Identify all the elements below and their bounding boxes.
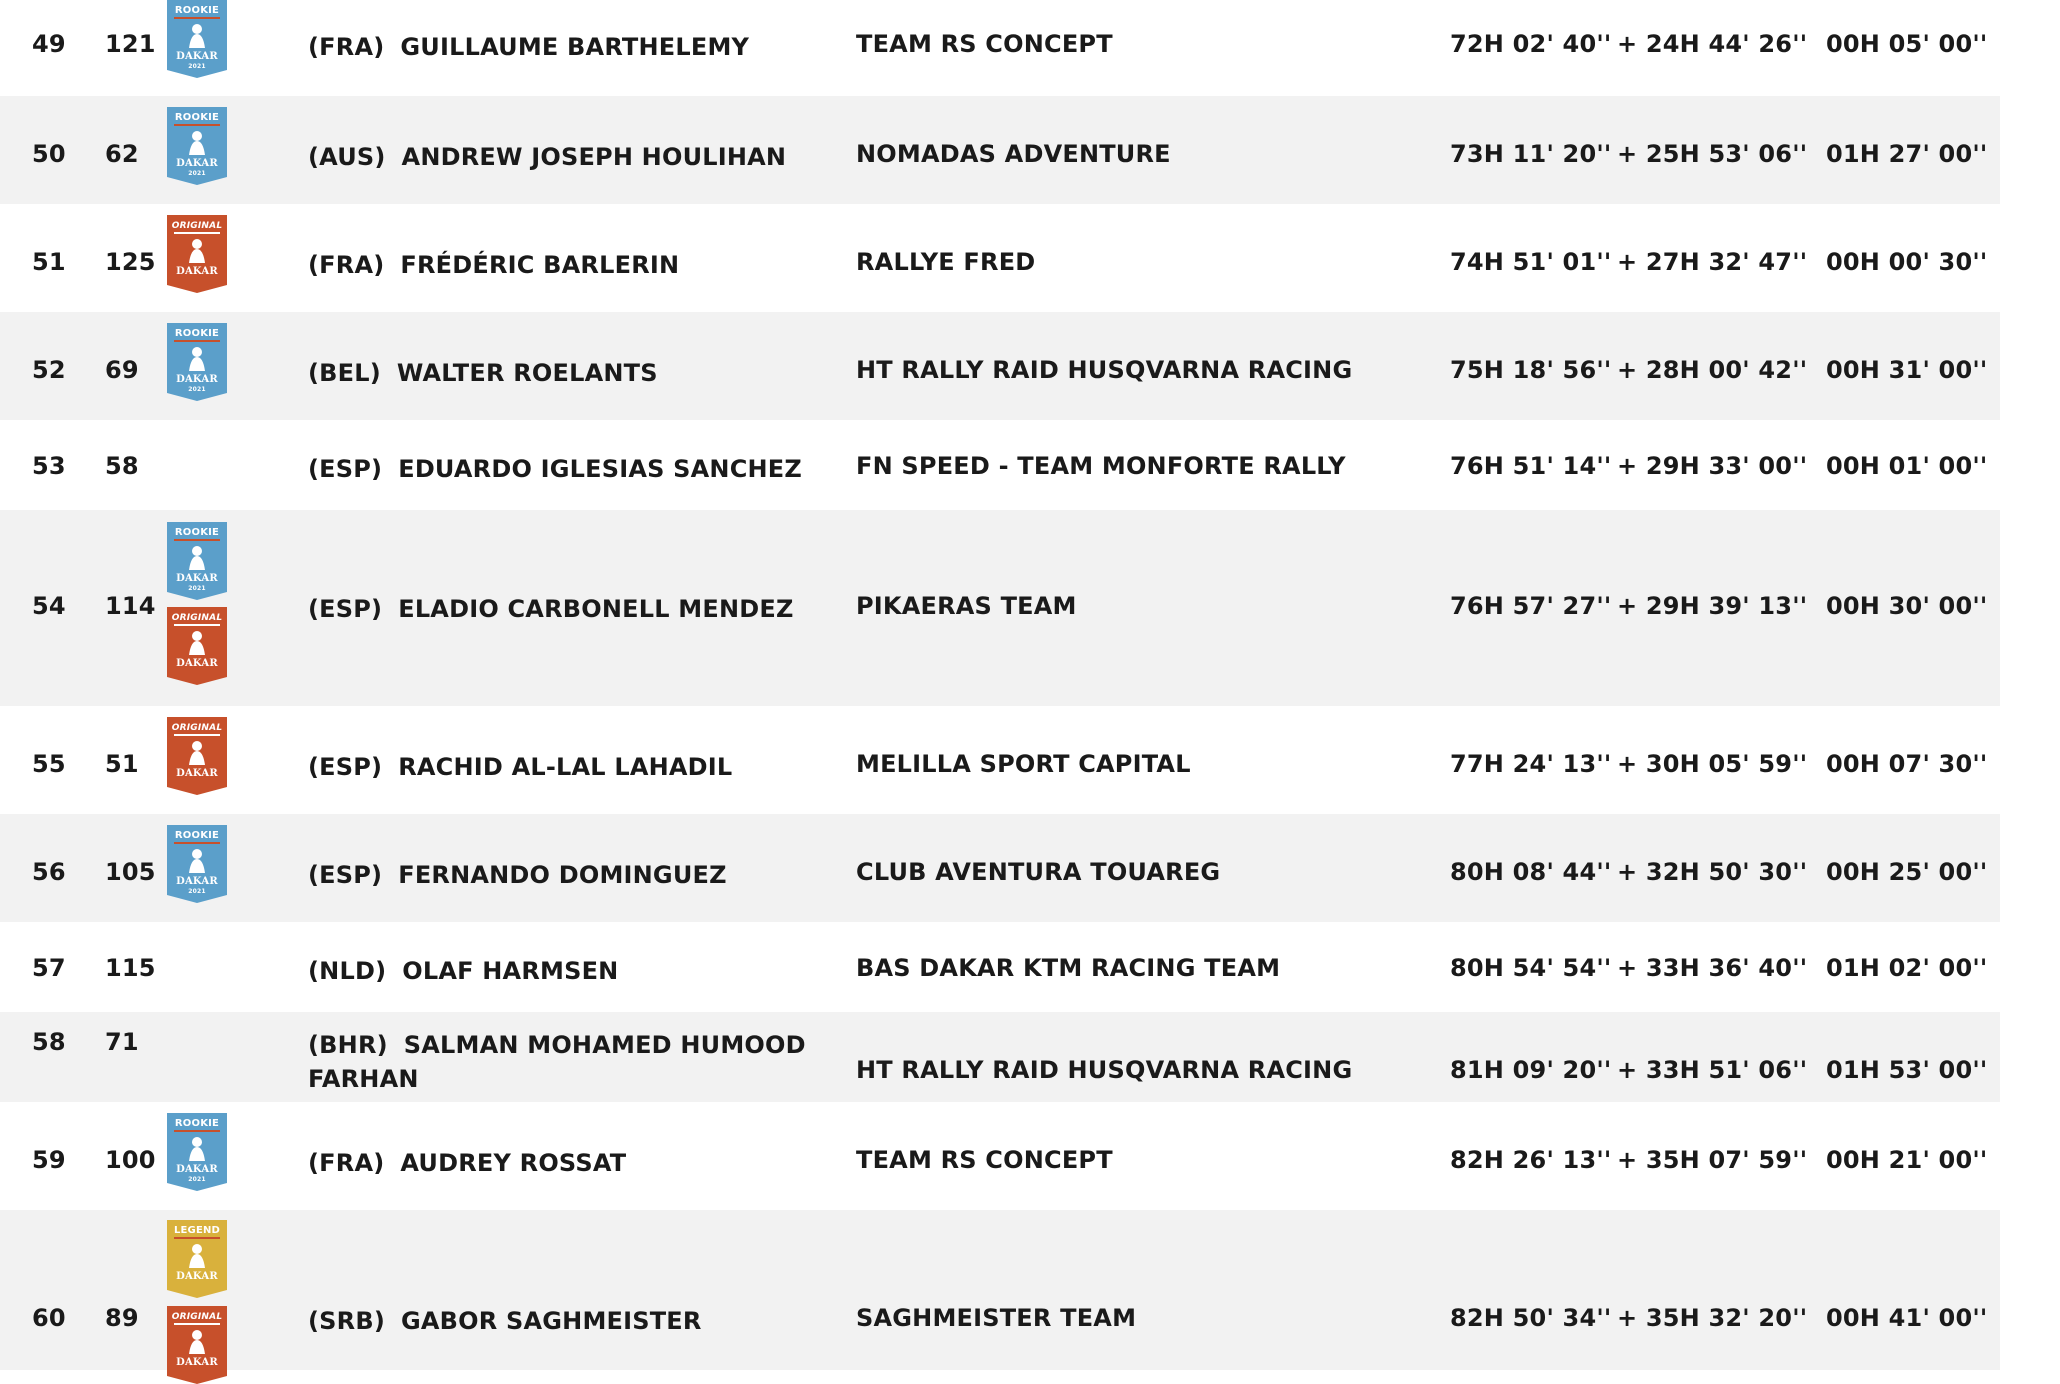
svg-text:2021: 2021	[188, 386, 206, 393]
nationality-code: (FRA)	[308, 33, 385, 61]
result-row[interactable]	[0, 510, 2000, 706]
result-row[interactable]	[0, 1102, 2000, 1210]
team-cell: PIKAERAS TEAM	[856, 592, 1077, 620]
position-cell: 52	[32, 356, 66, 384]
badges-cell	[167, 922, 227, 1012]
position-cell: 49	[32, 30, 66, 58]
gap-cell: + 35H 32' 20''	[1617, 1304, 1808, 1332]
bike-number-cell: 69	[105, 356, 139, 384]
nationality-code: (AUS)	[308, 143, 386, 171]
total-time-cell: 80H 54' 54''	[1450, 954, 1612, 982]
team-cell: RALLYE FRED	[856, 248, 1036, 276]
svg-text:DAKAR: DAKAR	[176, 158, 218, 169]
total-time-cell: 75H 18' 56''	[1450, 356, 1612, 384]
position-cell: 55	[32, 750, 66, 778]
driver-name[interactable]: GABOR SAGHMEISTER	[401, 1307, 702, 1335]
dakar-rookie-badge	[167, 107, 227, 185]
svg-text:LEGEND: LEGEND	[173, 1225, 221, 1236]
penalty-cell: 00H 21' 00''	[1826, 1146, 1988, 1174]
position-cell: 50	[32, 140, 66, 168]
nationality-code: (ESP)	[308, 455, 383, 483]
result-row[interactable]	[0, 1210, 2000, 1370]
penalty-cell: 00H 00' 30''	[1826, 248, 1988, 276]
result-row[interactable]	[0, 1012, 2000, 1102]
dakar-rookie-badge	[167, 825, 227, 903]
position-cell: 58	[32, 1028, 66, 1056]
bike-number-cell: 58	[105, 452, 139, 480]
svg-text:ORIGINAL: ORIGINAL	[171, 723, 223, 733]
total-time-cell: 76H 57' 27''	[1450, 592, 1612, 620]
svg-text:ROOKIE: ROOKIE	[174, 328, 220, 339]
bike-number-cell: 125	[105, 248, 156, 276]
svg-text:DAKAR: DAKAR	[176, 573, 218, 584]
penalty-cell: 00H 30' 00''	[1826, 592, 1988, 620]
bike-number-cell: 100	[105, 1146, 156, 1174]
driver-cell[interactable]	[308, 248, 808, 282]
badges-cell	[167, 312, 227, 420]
svg-text:ROOKIE: ROOKIE	[174, 5, 220, 16]
badges-cell	[167, 706, 227, 814]
penalty-cell: 01H 53' 00''	[1826, 1056, 1988, 1084]
team-cell: MELILLA SPORT CAPITAL	[856, 750, 1191, 778]
nationality-code: (ESP)	[308, 595, 383, 623]
svg-text:2021: 2021	[188, 63, 206, 70]
nationality-code: (BHR)	[308, 1031, 388, 1059]
svg-text:ORIGINAL: ORIGINAL	[171, 613, 223, 623]
svg-text:ROOKIE: ROOKIE	[174, 1118, 220, 1129]
svg-text:2021: 2021	[188, 888, 206, 895]
gap-cell: + 33H 36' 40''	[1617, 954, 1808, 982]
bike-number-cell: 62	[105, 140, 139, 168]
penalty-cell: 01H 27' 00''	[1826, 140, 1988, 168]
svg-text:ORIGINAL: ORIGINAL	[171, 1312, 223, 1322]
total-time-cell: 82H 50' 34''	[1450, 1304, 1612, 1332]
result-row[interactable]	[0, 0, 2000, 96]
driver-name[interactable]: EDUARDO IGLESIAS SANCHEZ	[398, 455, 803, 483]
driver-cell[interactable]	[308, 592, 808, 626]
nationality-code: (FRA)	[308, 251, 385, 279]
svg-text:DAKAR: DAKAR	[176, 658, 218, 669]
badges-cell	[167, 1012, 227, 1102]
total-time-cell: 82H 26' 13''	[1450, 1146, 1612, 1174]
badges-cell	[167, 0, 227, 96]
bike-number-cell: 89	[105, 1304, 139, 1332]
result-row[interactable]	[0, 814, 2000, 922]
penalty-cell: 00H 25' 00''	[1826, 858, 1988, 886]
gap-cell: + 24H 44' 26''	[1617, 30, 1808, 58]
nationality-code: (BEL)	[308, 359, 381, 387]
badges-cell	[167, 1102, 227, 1210]
gap-cell: + 28H 00' 42''	[1617, 356, 1808, 384]
gap-cell: + 27H 32' 47''	[1617, 248, 1808, 276]
gap-cell: + 30H 05' 59''	[1617, 750, 1808, 778]
bike-number-cell: 71	[105, 1028, 139, 1056]
result-row[interactable]	[0, 922, 2000, 1012]
badges-cell	[167, 814, 227, 922]
gap-cell: + 32H 50' 30''	[1617, 858, 1808, 886]
bike-number-cell: 105	[105, 858, 156, 886]
driver-cell[interactable]	[308, 452, 808, 486]
dakar-original-by-motul-badge	[167, 215, 227, 293]
dakar-original-by-motul-badge	[167, 607, 227, 685]
penalty-cell: 00H 01' 00''	[1826, 452, 1988, 480]
result-row[interactable]	[0, 706, 2000, 814]
total-time-cell: 73H 11' 20''	[1450, 140, 1612, 168]
driver-name[interactable]: FERNANDO DOMINGUEZ	[398, 861, 727, 889]
team-cell: CLUB AVENTURA TOUAREG	[856, 858, 1221, 886]
svg-text:2021: 2021	[188, 585, 206, 592]
svg-text:DAKAR: DAKAR	[176, 768, 218, 779]
svg-text:ROOKIE: ROOKIE	[174, 830, 220, 841]
gap-cell: + 29H 33' 00''	[1617, 452, 1808, 480]
total-time-cell: 76H 51' 14''	[1450, 452, 1612, 480]
position-cell: 54	[32, 592, 66, 620]
badges-cell	[167, 204, 227, 312]
driver-name[interactable]: SALMAN MOHAMED HUMOOD FARHAN	[308, 1031, 806, 1093]
driver-cell[interactable]	[308, 954, 808, 988]
team-cell: NOMADAS ADVENTURE	[856, 140, 1171, 168]
svg-text:DAKAR: DAKAR	[176, 1164, 218, 1175]
gap-cell: + 35H 07' 59''	[1617, 1146, 1808, 1174]
svg-text:DAKAR: DAKAR	[176, 374, 218, 385]
badges-cell	[167, 510, 227, 706]
gap-cell: + 33H 51' 06''	[1617, 1056, 1808, 1084]
nationality-code: (NLD)	[308, 957, 387, 985]
team-cell: HT RALLY RAID HUSQVARNA RACING	[856, 1056, 1353, 1084]
position-cell: 53	[32, 452, 66, 480]
svg-text:2021: 2021	[188, 1176, 206, 1183]
total-time-cell: 74H 51' 01''	[1450, 248, 1612, 276]
team-cell: TEAM RS CONCEPT	[856, 30, 1113, 58]
bike-number-cell: 51	[105, 750, 139, 778]
nationality-code: (ESP)	[308, 861, 383, 889]
dakar-original-by-motul-badge	[167, 1306, 227, 1384]
driver-name[interactable]: WALTER ROELANTS	[396, 359, 658, 387]
penalty-cell: 00H 31' 00''	[1826, 356, 1988, 384]
svg-text:ROOKIE: ROOKIE	[174, 527, 220, 538]
driver-cell[interactable]	[308, 858, 808, 892]
total-time-cell: 80H 08' 44''	[1450, 858, 1612, 886]
dakar-original-by-motul-badge	[167, 717, 227, 795]
team-cell: TEAM RS CONCEPT	[856, 1146, 1113, 1174]
svg-text:DAKAR: DAKAR	[176, 51, 218, 62]
total-time-cell: 77H 24' 13''	[1450, 750, 1612, 778]
driver-cell[interactable]	[308, 1304, 808, 1338]
bike-number-cell: 115	[105, 954, 156, 982]
svg-text:DAKAR: DAKAR	[176, 1271, 218, 1282]
bike-number-cell: 114	[105, 592, 156, 620]
penalty-cell: 00H 41' 00''	[1826, 1304, 1988, 1332]
position-cell: 59	[32, 1146, 66, 1174]
team-cell: FN SPEED - TEAM MONFORTE RALLY	[856, 452, 1346, 480]
team-cell: BAS DAKAR KTM RACING TEAM	[856, 954, 1281, 982]
driver-cell[interactable]	[308, 750, 808, 784]
penalty-cell: 01H 02' 00''	[1826, 954, 1988, 982]
driver-cell[interactable]	[308, 30, 808, 64]
svg-text:DAKAR: DAKAR	[176, 266, 218, 277]
driver-name[interactable]: AUDREY ROSSAT	[400, 1149, 627, 1177]
dakar-legend-badge	[167, 1220, 227, 1298]
result-row[interactable]	[0, 96, 2000, 204]
bike-number-cell: 121	[105, 30, 156, 58]
team-cell: SAGHMEISTER TEAM	[856, 1304, 1137, 1332]
driver-name[interactable]: OLAF HARMSEN	[402, 957, 619, 985]
result-row[interactable]	[0, 204, 2000, 312]
gap-cell: + 29H 39' 13''	[1617, 592, 1808, 620]
driver-name[interactable]: RACHID AL-LAL LAHADIL	[398, 753, 733, 781]
penalty-cell: 00H 05' 00''	[1826, 30, 1988, 58]
team-cell: HT RALLY RAID HUSQVARNA RACING	[856, 356, 1353, 384]
dakar-rookie-badge	[167, 522, 227, 600]
position-cell: 57	[32, 954, 66, 982]
svg-text:2021: 2021	[188, 170, 206, 177]
badges-cell	[167, 1210, 227, 1370]
nationality-code: (FRA)	[308, 1149, 385, 1177]
total-time-cell: 72H 02' 40''	[1450, 30, 1612, 58]
nationality-code: (SRB)	[308, 1307, 385, 1335]
position-cell: 56	[32, 858, 66, 886]
svg-text:DAKAR: DAKAR	[176, 1357, 218, 1368]
driver-name[interactable]: GUILLAUME BARTHELEMY	[400, 33, 750, 61]
dakar-rookie-badge	[167, 0, 227, 78]
dakar-rookie-badge	[167, 323, 227, 401]
nationality-code: (ESP)	[308, 753, 383, 781]
dakar-rookie-badge	[167, 1113, 227, 1191]
badges-cell	[167, 96, 227, 204]
position-cell: 60	[32, 1304, 66, 1332]
driver-cell[interactable]	[308, 1028, 808, 1096]
svg-text:DAKAR: DAKAR	[176, 876, 218, 887]
driver-name[interactable]: FRÉDÉRIC BARLERIN	[400, 251, 680, 279]
total-time-cell: 81H 09' 20''	[1450, 1056, 1612, 1084]
badges-cell	[167, 420, 227, 510]
result-row[interactable]	[0, 420, 2000, 510]
result-row[interactable]	[0, 312, 2000, 420]
driver-cell[interactable]	[308, 1146, 808, 1180]
driver-name[interactable]: ELADIO CARBONELL MENDEZ	[398, 595, 794, 623]
gap-cell: + 25H 53' 06''	[1617, 140, 1808, 168]
position-cell: 51	[32, 248, 66, 276]
svg-text:ORIGINAL: ORIGINAL	[171, 221, 223, 231]
penalty-cell: 00H 07' 30''	[1826, 750, 1988, 778]
driver-name[interactable]: ANDREW JOSEPH HOULIHAN	[401, 143, 787, 171]
driver-cell[interactable]	[308, 356, 808, 390]
svg-text:ROOKIE: ROOKIE	[174, 112, 220, 123]
driver-cell[interactable]	[308, 140, 808, 174]
